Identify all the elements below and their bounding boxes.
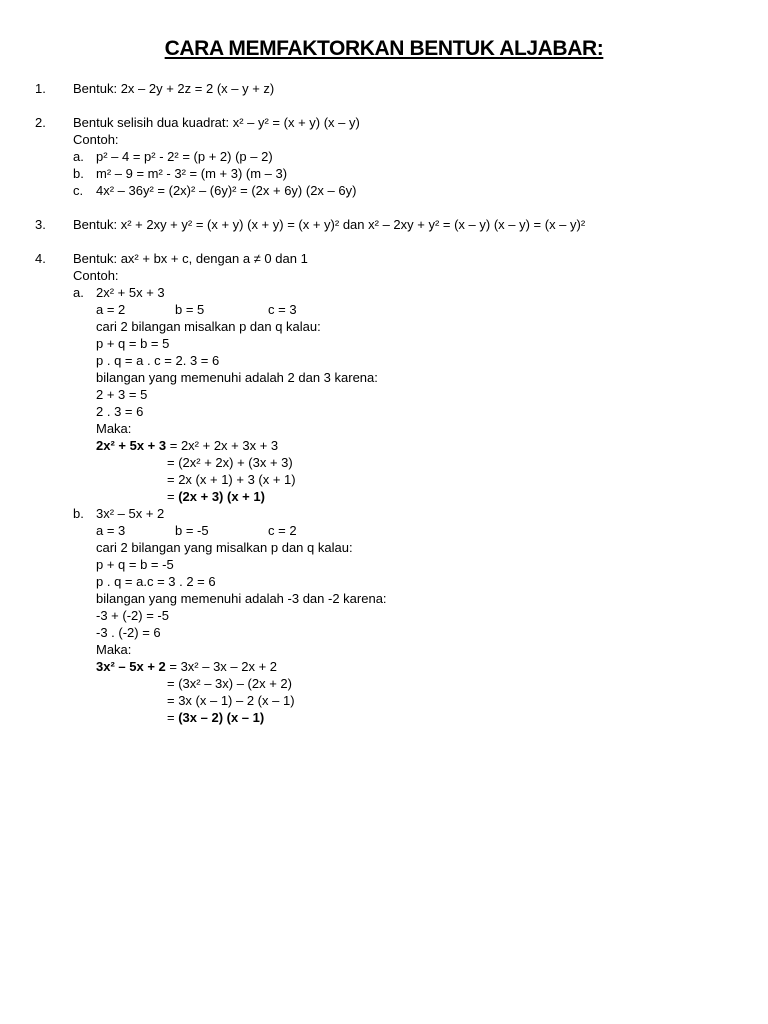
item-number: 3. bbox=[35, 217, 46, 232]
example-text: p² – 4 = p² - 2² = (p + 2) (p – 2) bbox=[96, 149, 273, 164]
product-text: p . q = a . c = 2. 3 = 6 bbox=[96, 353, 220, 368]
find-text: cari 2 bilangan yang misalkan p dan q kalau: bbox=[96, 540, 353, 555]
contoh-label: Contoh: bbox=[73, 132, 119, 147]
equals-sign: = bbox=[167, 710, 179, 725]
coef-a: a = 2 bbox=[96, 302, 126, 317]
factor-step-3: = 3x (x – 1) – 2 (x – 1) bbox=[167, 693, 295, 708]
find-text: cari 2 bilangan misalkan p dan q kalau: bbox=[96, 319, 321, 334]
example-label: a. bbox=[73, 285, 84, 300]
factor-step-text: = 3x² – 3x – 2x + 2 bbox=[165, 659, 278, 674]
factor-step-2: = (3x² – 3x) – (2x + 2) bbox=[167, 676, 292, 691]
item-text: Bentuk: 2x – 2y + 2z = 2 (x – y + z) bbox=[73, 81, 275, 96]
check-product: -3 . (-2) = 6 bbox=[96, 625, 161, 640]
maka-label: Maka: bbox=[96, 421, 132, 436]
example-text: 4x² – 36y² = (2x)² – (6y)² = (2x + 6y) (2x – 6y) bbox=[96, 183, 357, 198]
item-text: Bentuk: x² + 2xy + y² = (x + y) (x + y) = (x + y)² dan x² – 2xy + y² = (x – y) (x – y) = (x – y)² bbox=[73, 217, 586, 232]
item-text: Bentuk: ax² + bx + c, dengan a ≠ 0 dan 1 bbox=[73, 251, 308, 266]
coef-b: b = 5 bbox=[175, 302, 205, 317]
factor-step-text: = 2x² + 2x + 3x + 3 bbox=[166, 438, 279, 453]
coef-b: b = -5 bbox=[175, 523, 209, 538]
factor-lhs: 3x² – 5x + 2 bbox=[96, 659, 166, 674]
sum-text: p + q = b = -5 bbox=[96, 557, 174, 572]
page-title: CARA MEMFAKTORKAN BENTUK ALJABAR: bbox=[164, 37, 604, 60]
factor-step-2: = (2x² + 2x) + (3x + 3) bbox=[167, 455, 293, 470]
numbers-text: bilangan yang memenuhi adalah 2 dan 3 karena: bbox=[96, 370, 378, 385]
factor-step-1 bbox=[96, 437, 278, 454]
example-label: a. bbox=[73, 149, 84, 164]
example-expression: 3x² – 5x + 2 bbox=[96, 506, 165, 521]
product-text: p . q = a.c = 3 . 2 = 6 bbox=[96, 574, 216, 589]
sum-text: p + q = b = 5 bbox=[96, 336, 170, 351]
factor-result-row bbox=[167, 709, 264, 726]
check-product: 2 . 3 = 6 bbox=[96, 404, 144, 419]
example-expression: 2x² + 5x + 3 bbox=[96, 285, 165, 300]
coef-c: c = 2 bbox=[268, 523, 297, 538]
check-sum: -3 + (-2) = -5 bbox=[96, 608, 169, 623]
coef-c: c = 3 bbox=[268, 302, 297, 317]
contoh-label: Contoh: bbox=[73, 268, 119, 283]
item-text: Bentuk selisih dua kuadrat: x² – y² = (x + y) (x – y) bbox=[73, 115, 360, 130]
factor-result: (3x – 2) (x – 1) bbox=[178, 710, 265, 725]
example-label: b. bbox=[73, 506, 84, 521]
equals-sign: = bbox=[167, 489, 179, 504]
item-number: 4. bbox=[35, 251, 46, 266]
coefficients-row bbox=[96, 522, 396, 539]
example-text: m² – 9 = m² - 3² = (m + 3) (m – 3) bbox=[96, 166, 288, 181]
example-label: c. bbox=[73, 183, 84, 198]
item-number: 1. bbox=[35, 81, 46, 96]
item-number: 2. bbox=[35, 115, 46, 130]
maka-label: Maka: bbox=[96, 642, 132, 657]
factor-result: (2x + 3) (x + 1) bbox=[178, 489, 265, 504]
factor-result-row bbox=[167, 488, 265, 505]
check-sum: 2 + 3 = 5 bbox=[96, 387, 148, 402]
coef-a: a = 3 bbox=[96, 523, 126, 538]
factor-lhs: 2x² + 5x + 3 bbox=[96, 438, 167, 453]
factor-step-3: = 2x (x + 1) + 3 (x + 1) bbox=[167, 472, 296, 487]
numbers-text: bilangan yang memenuhi adalah -3 dan -2 karena: bbox=[96, 591, 387, 606]
coefficients-row bbox=[96, 301, 396, 318]
example-label: b. bbox=[73, 166, 84, 181]
factor-step-1 bbox=[96, 658, 277, 675]
